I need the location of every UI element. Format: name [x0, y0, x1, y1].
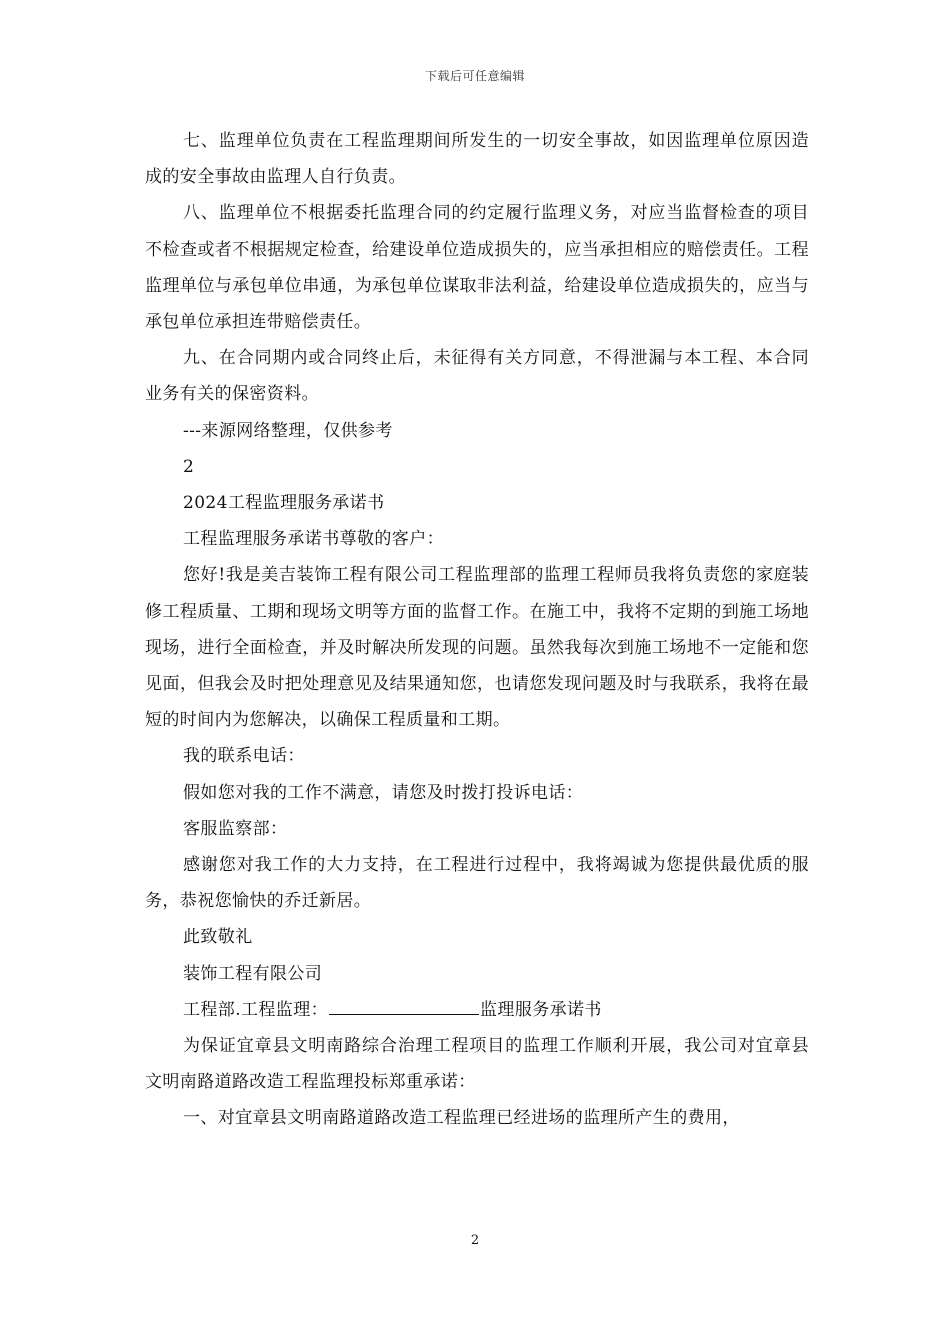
company-name: 装饰工程有限公司 [183, 963, 323, 984]
source-note: ---来源网络整理，仅供参考 [183, 420, 393, 441]
paragraph-clause-8: 八、监理单位不根据委托监理合同的约定履行监理义务，对应当监督检查的项目不检查或者不根据规定检查，给建设单位造成损失的，应当承担相应的赔偿责任。工程监理单位与承包单位串通，为承包单位谋取非法利益，给建设单位造成损失的，应当与承包单位承担连带赔偿责任。 [145, 203, 809, 333]
letter-closing: 此致敬礼 [183, 927, 253, 948]
document-body [145, 123, 809, 1137]
page-number: 2 [470, 1233, 480, 1248]
pledge-intro: 为保证宜章县文明南路综合治理工程项目的监理工作顺利开展，我公司对宜章县文明南路道路改造工程监理投标郑重承诺： [145, 1036, 809, 1093]
service-department-line: 客服监察部： [183, 818, 288, 839]
signature-prefix: 工程部.工程监理： [183, 999, 329, 1020]
pledge-item-1: 一、对宜章县文明南路道路改造工程监理已经进场的监理所产生的费用， [183, 1108, 740, 1129]
signature-line [145, 992, 809, 1028]
letter-body-intro: 您好!我是美吉装饰工程有限公司工程监理部的监理工程师员我将负责您的家庭装修工程质量、工期和现场文明等方面的监督工作。在施工中，我将不定期的到施工场地现场，进行全面检查，并及时解决所发现的问题。虽然我每次到施工场地不一定能和您见面，但我会及时把处理意见及结果通知您，也请您发现问题及时与我联系，我将在最短的时间内为您解决，以确保工程质量和工期。 [145, 565, 809, 731]
page-header: 下载后可任意编辑 [424, 69, 525, 83]
letter-thanks: 感谢您对我工作的大力支持，在工程进行过程中，我将竭诚为您提供最优质的服务，恭祝您愉快的乔迁新居。 [145, 855, 809, 912]
section-title: 2024工程监理服务承诺书 [183, 493, 385, 514]
complaint-phone-line: 假如您对我的工作不满意，请您及时拨打投诉电话： [183, 782, 584, 803]
signature-blank [329, 996, 479, 1015]
letter-salutation: 工程监理服务承诺书尊敬的客户： [183, 529, 444, 550]
inline-page-number: 2 [183, 456, 195, 477]
paragraph-clause-7: 七、监理单位负责在工程监理期间所发生的一切安全事故，如因监理单位原因造成的安全事故由监理人自行负责。 [145, 131, 809, 188]
signature-suffix: 监理服务承诺书 [480, 999, 602, 1020]
paragraph-clause-9: 九、在合同期内或合同终止后，未征得有关方同意，不得泄漏与本工程、本合同业务有关的保密资料。 [145, 348, 809, 405]
contact-phone-line: 我的联系电话： [183, 746, 305, 767]
